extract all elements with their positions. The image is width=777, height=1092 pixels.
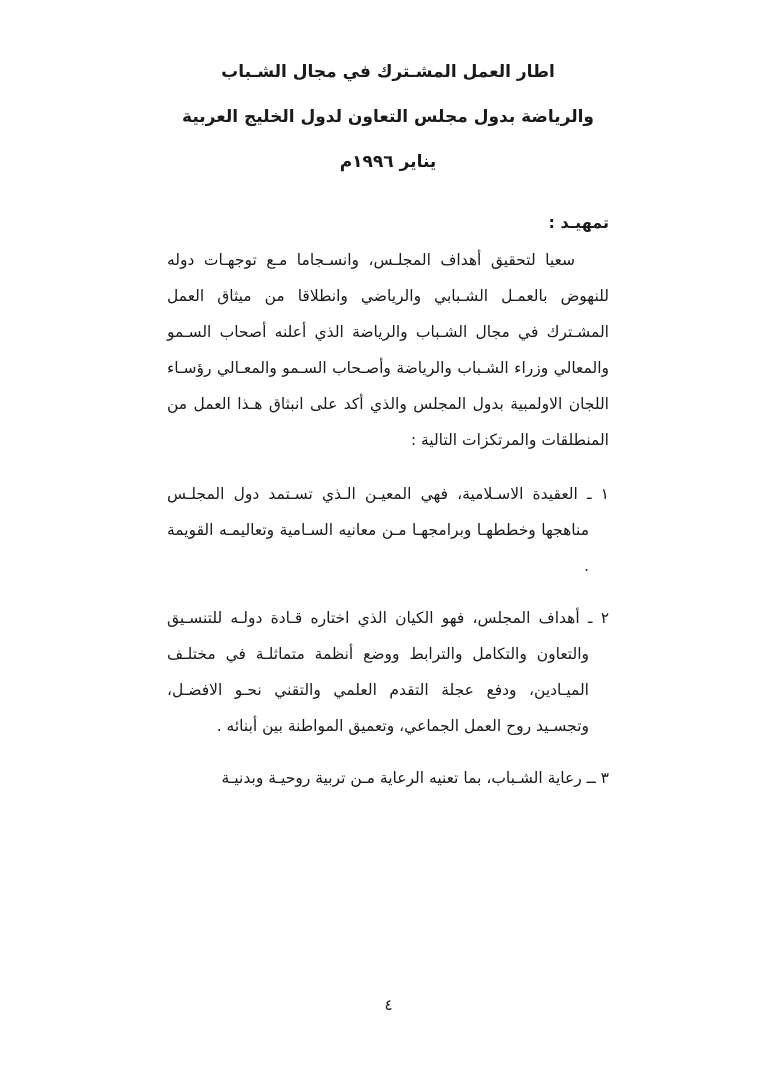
document-title: [167, 50, 609, 185]
item-text: رعاية الشـباب، بما تعنيه الرعاية مـن تربية روحيـة وبدنيـة: [221, 769, 582, 787]
preface-heading: تمهيـد :: [548, 213, 609, 232]
title-line-3: يناير ١٩٩٦م: [339, 152, 437, 172]
principles-list: [167, 476, 609, 796]
title-line-2: والرياضة بدول مجلس التعاون لدول الخليج العربية: [182, 107, 594, 127]
item-number: ١ ـ: [586, 485, 609, 503]
page-number: ٤: [384, 996, 393, 1014]
list-item: [167, 476, 609, 584]
item-number: ٣ ــ: [586, 769, 609, 787]
item-text: أهداف المجلس، فهو الكيان الذي اختاره قـادة دولـه للتنسـيق والتعاون والتكامل والترابط ووضع أنظمة متماثلـة في مختلـف الميـادين، ودفع عجلة التقدم العلمي والتقني نحـو الافضـل، وتجسـيد روح العمل الجماعي، وتعميق المواطنة بين أبنائه .: [167, 609, 589, 735]
title-line-1: اطار العمل المشـترك في مجال الشـباب: [221, 62, 555, 82]
item-text: العقيدة الاسـلامية، فهي المعيـن الـذي تسـتمد دول المجلـس مناهجها وخططهـا وبرامجهـا مـن معانيه السـامية وتعاليمـه القويمة .: [167, 485, 589, 575]
list-item: [167, 600, 609, 744]
list-item: [167, 760, 609, 796]
document-content: [167, 50, 609, 812]
preface-paragraph: سعيا لتحقيق أهداف المجلـس، وانسـجاما مـع توجهـات دوله للنهوض بالعمـل الشـبابي والرياضي وانطلاقا من ميثاق العمل المشـترك في مجال الشـباب والرياضة الذي أعلنه أصحاب السـمو والمعالي وزراء الشـباب والرياضة وأصـحاب السـمو والمعـالي رؤسـاء اللجان الاولمبية بدول المجلس والذي أكد على انبثاق هـذا العمل من المنطلقات والمرتكزات التالية :: [167, 251, 609, 449]
item-number: ٢ ـ: [587, 609, 610, 627]
